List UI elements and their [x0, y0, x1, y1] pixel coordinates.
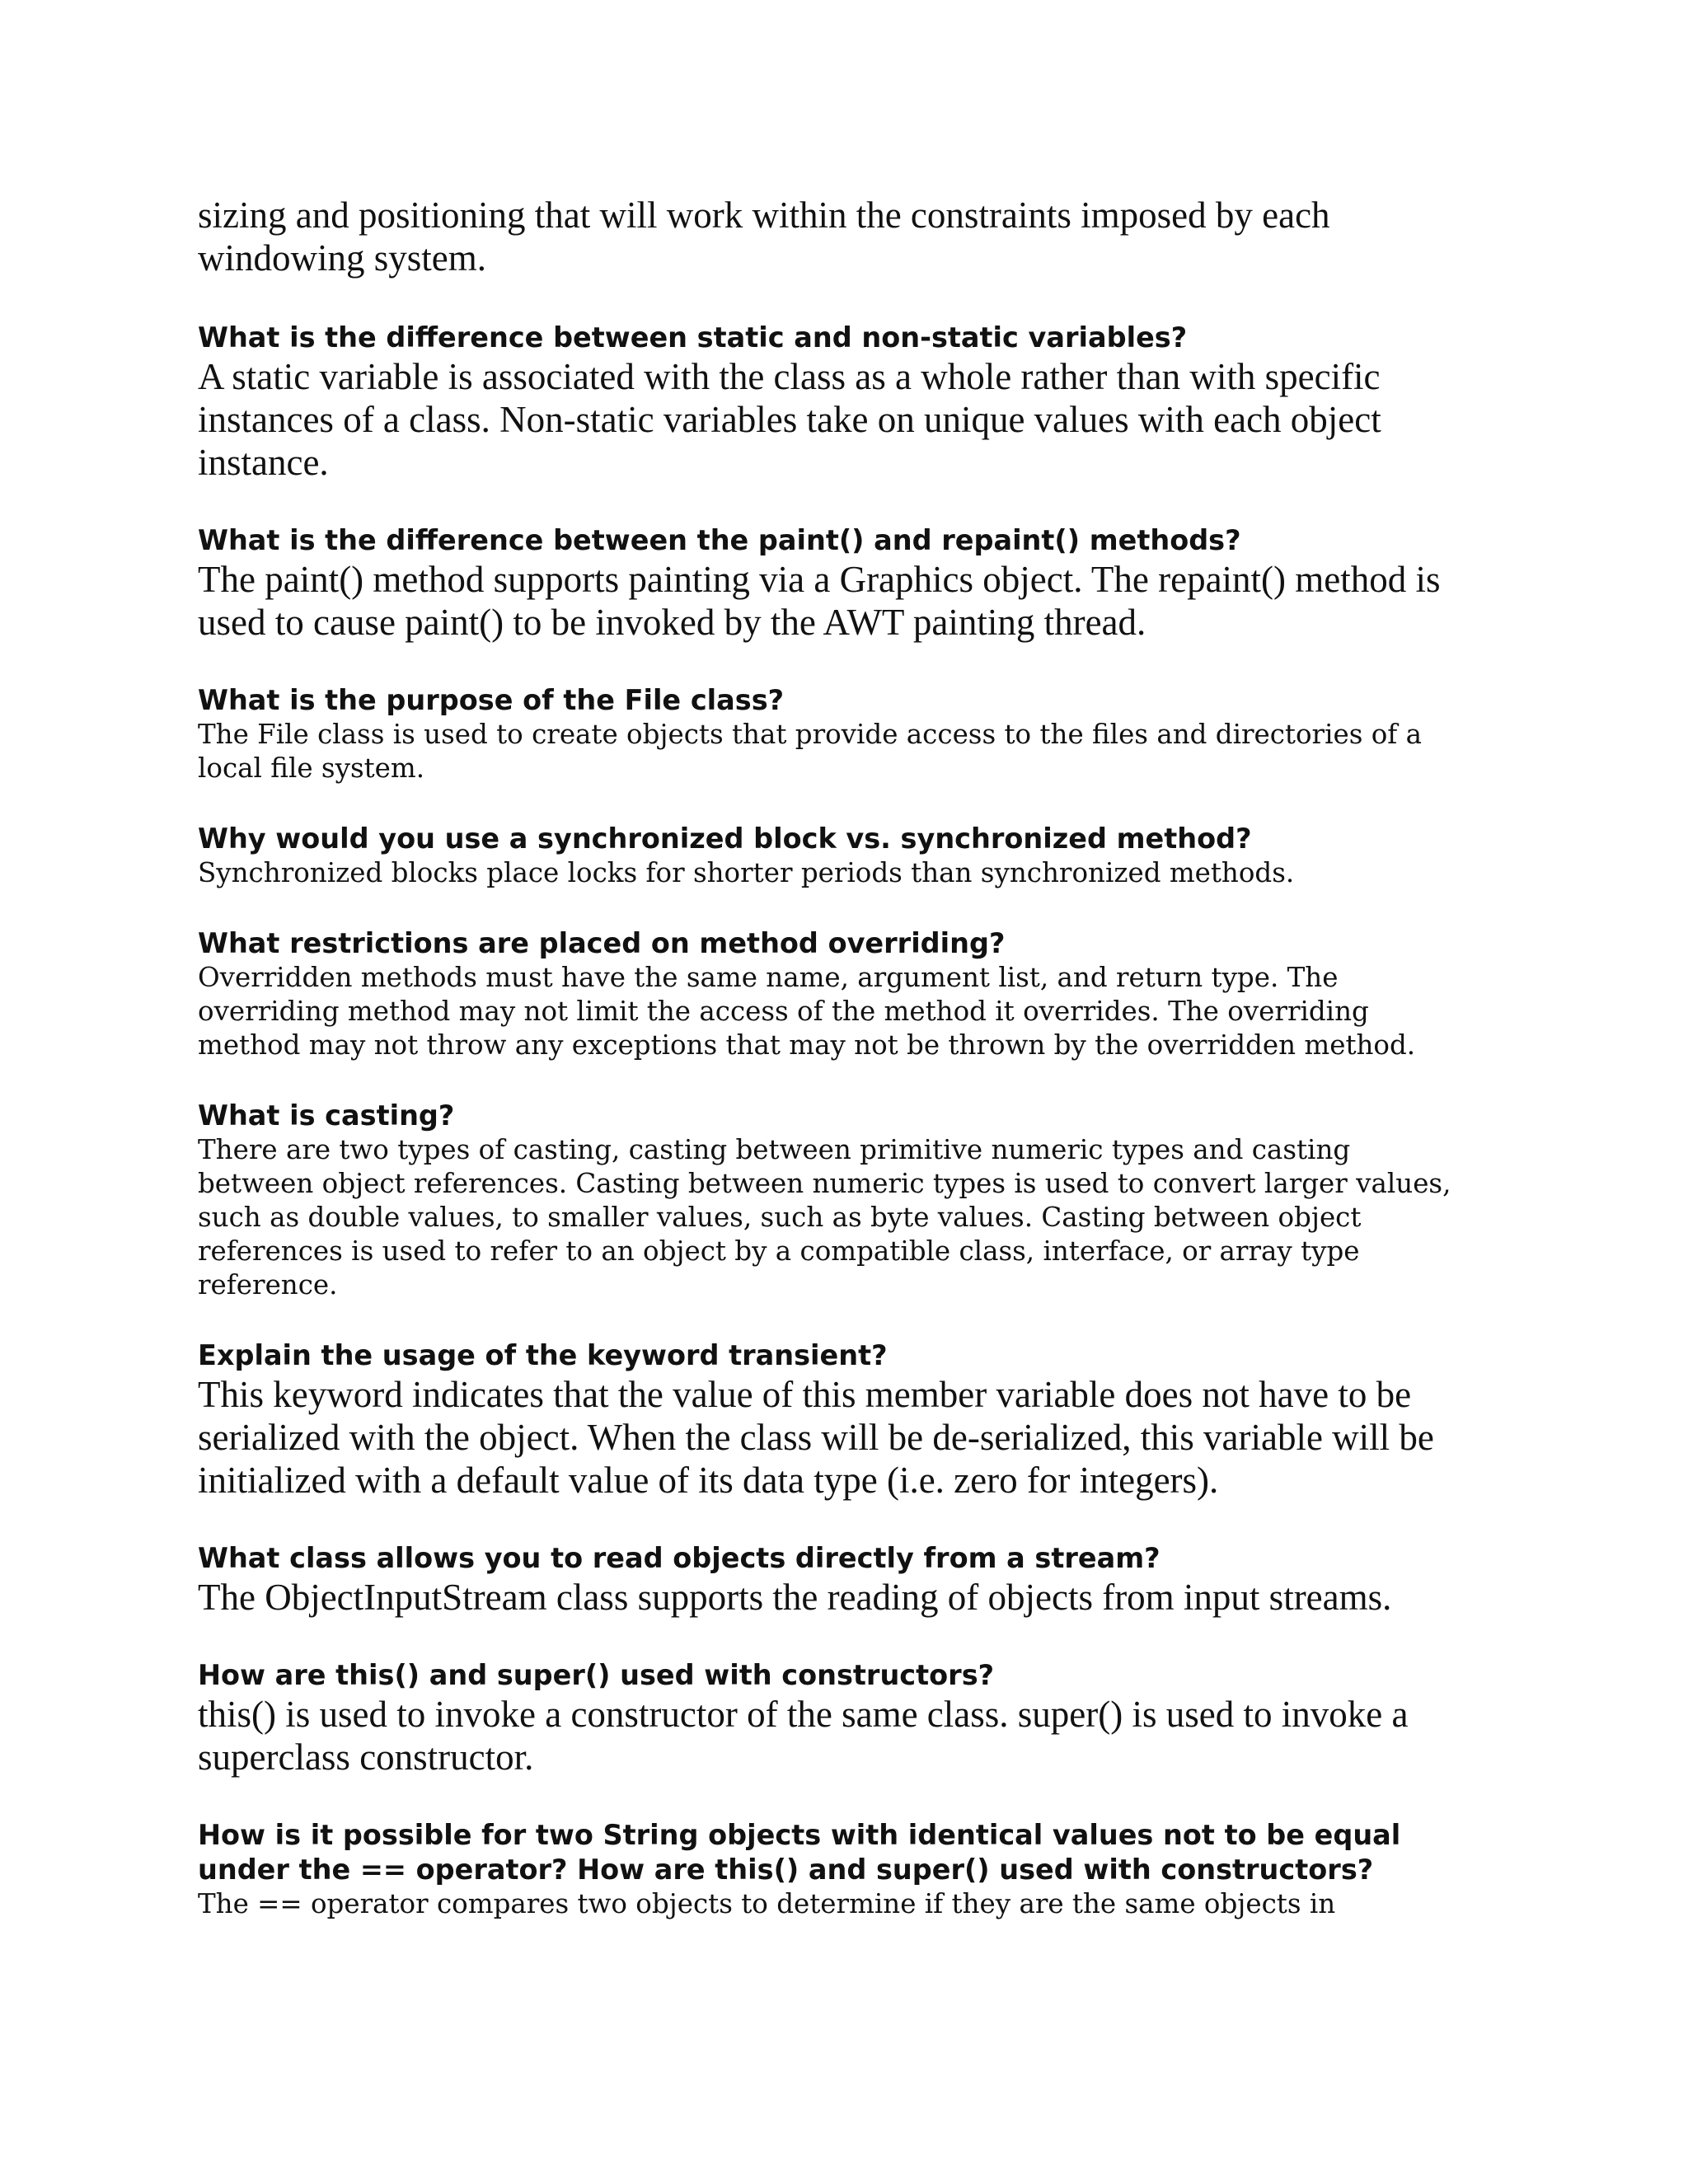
question-heading: How is it possible for two String objects with identical values not to be equal under the == operator? How are this() and super() used with constructors? — [198, 1819, 1401, 1886]
qa-method-overriding — [198, 926, 1517, 1062]
answer-text: The File class is used to create objects that provide access to the files and directories of a local file system. — [198, 719, 1423, 784]
qa-casting — [198, 1099, 1517, 1302]
answer-text: Synchronized blocks place locks for shorter periods than synchronized methods. — [198, 857, 1295, 888]
qa-object-input-stream — [198, 1541, 1517, 1619]
question-heading: Why would you use a synchronized block vs. synchronized method? — [198, 823, 1252, 855]
question-heading: What is the purpose of the File class? — [198, 684, 785, 716]
qa-file-class — [198, 683, 1517, 785]
answer-text: The == operator compares two objects to determine if they are the same objects in — [198, 1888, 1336, 1919]
answer-text: A static variable is associated with the class as a whole rather than with specific instances of a class. Non-static variables take on unique values with each object instance. — [198, 356, 1381, 483]
question-heading: How are this() and super() used with constructors? — [198, 1659, 995, 1691]
answer-text: this() is used to invoke a constructor of the same class. super() is used to invoke a superclass constructor. — [198, 1694, 1409, 1778]
qa-synchronized-block — [198, 822, 1517, 890]
document-page — [198, 194, 1517, 1957]
qa-paint-vs-repaint — [198, 523, 1517, 644]
qa-static-vs-nonstatic — [198, 321, 1517, 484]
answer-text: The paint() method supports painting via a Graphics object. The repaint() method is used to cause paint() to be invoked by the AWT painting thread. — [198, 559, 1441, 643]
qa-string-equality — [198, 1818, 1517, 1921]
answer-text: This keyword indicates that the value of this member variable does not have to be serialized with the object. When the class will be de-serialized, this variable will be initialized with a default value of its data type (i.e. zero for integers). — [198, 1374, 1434, 1501]
continued-paragraph: sizing and positioning that will work within the constraints imposed by each windowing system. — [198, 194, 1330, 279]
question-heading: What is the difference between the paint() and repaint() methods? — [198, 524, 1241, 556]
question-heading: Explain the usage of the keyword transient? — [198, 1339, 888, 1371]
question-heading: What is the difference between static and non-static variables? — [198, 321, 1188, 354]
answer-text: Overridden methods must have the same name, argument list, and return type. The overriding method may not limit the access of the method it overrides. The overriding method may not throw any exceptions that may not be thrown by the overridden method. — [198, 962, 1416, 1061]
answer-text: There are two types of casting, casting between primitive numeric types and casting between object references. Casting between numeric types is used to convert larger values, such as double values, to smaller values, such as byte values. Casting between object references is used to refer to an object by a compatible class, interface, or array type reference. — [198, 1134, 1451, 1301]
answer-text: The ObjectInputStream class supports the reading of objects from input streams. — [198, 1577, 1392, 1618]
qa-this-super-constructors — [198, 1658, 1517, 1779]
question-heading: What class allows you to read objects directly from a stream? — [198, 1542, 1160, 1574]
qa-transient-keyword — [198, 1338, 1517, 1502]
question-heading: What is casting? — [198, 1099, 455, 1132]
question-heading: What restrictions are placed on method overriding? — [198, 927, 1006, 959]
